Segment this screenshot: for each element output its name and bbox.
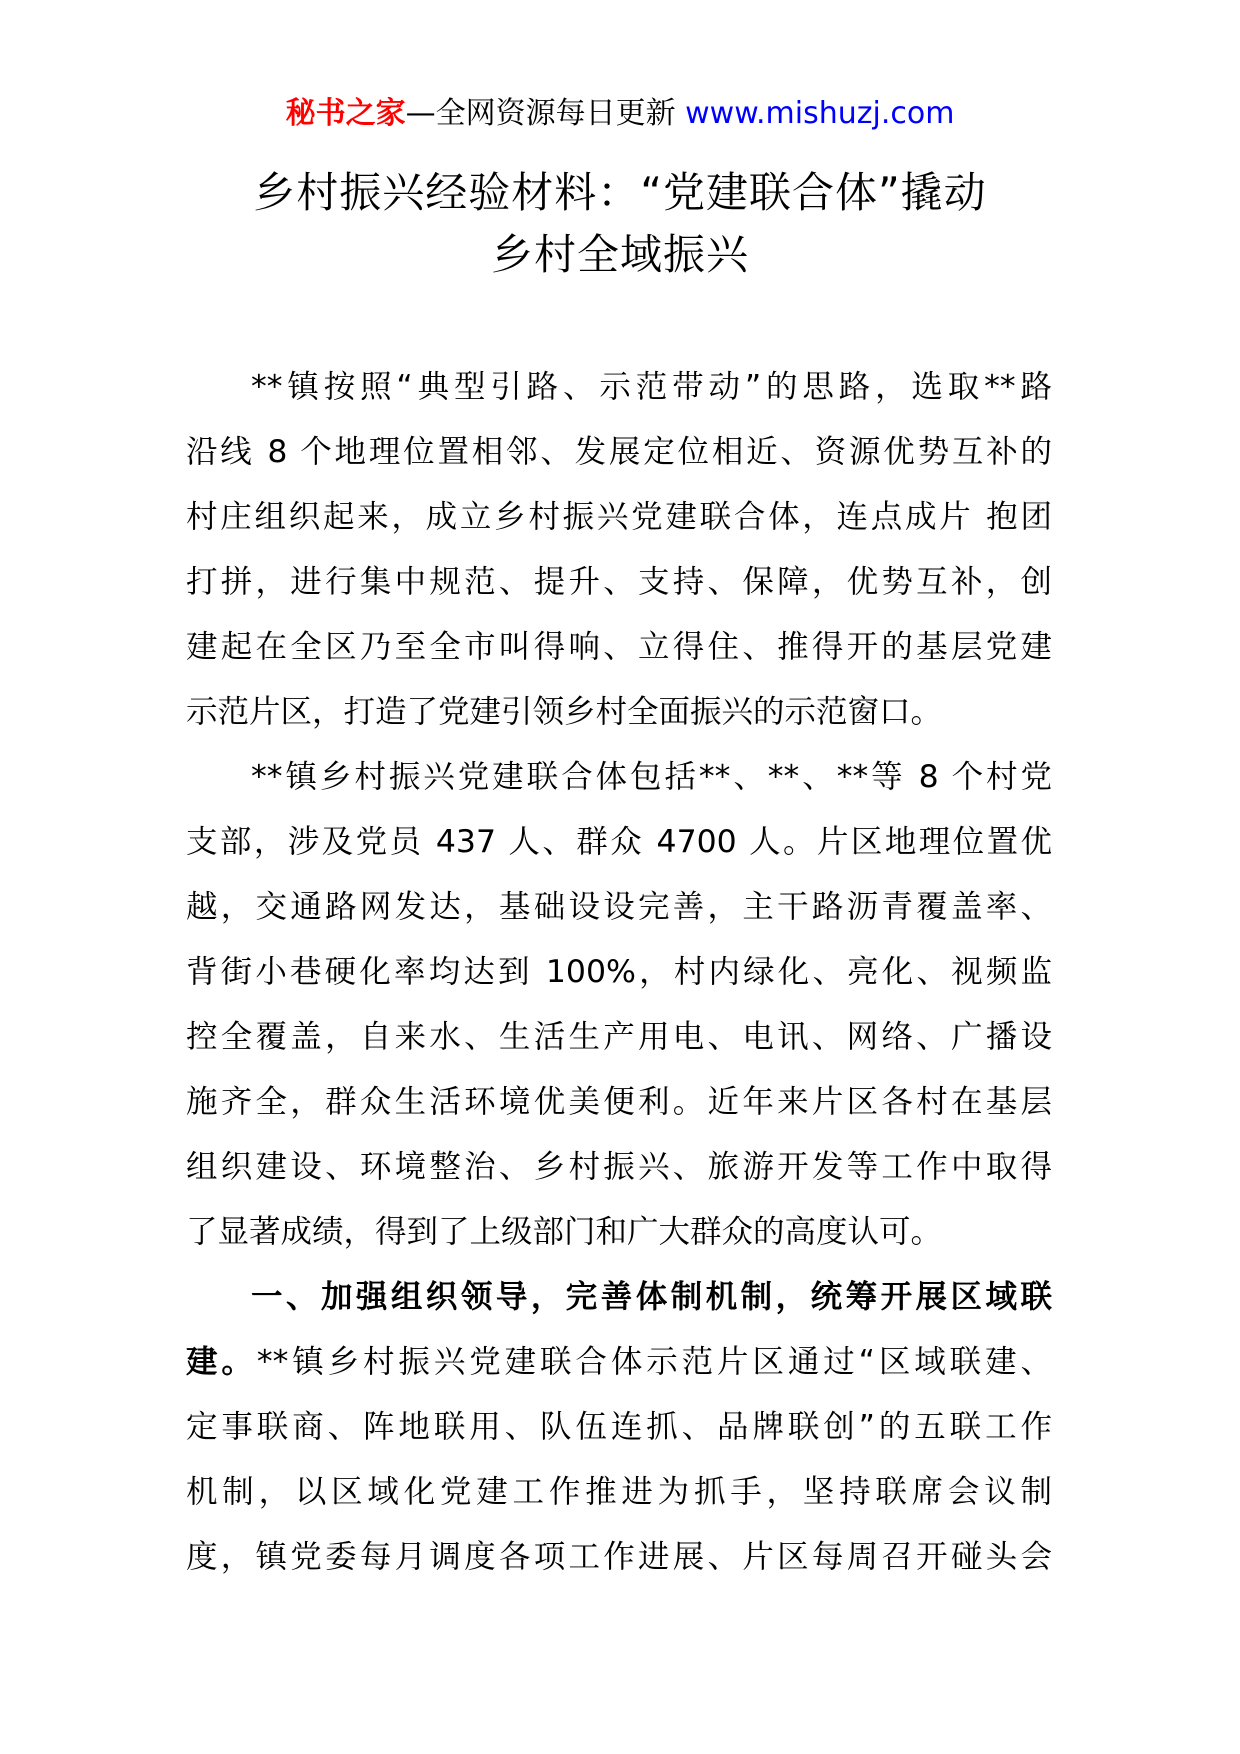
document-title xyxy=(150,162,1090,286)
header-tagline: —全网资源每日更新 xyxy=(405,96,686,131)
paragraph-line: **镇乡村振兴党建联合体包括**、**、**等 8 个村党 xyxy=(251,759,1052,795)
paragraph-line: 支部，涉及党员 437 人、群众 4700 人。片区地理位置优 xyxy=(186,824,1052,860)
paragraph-line: 度，镇党委每月调度各项工作进展、片区每周召开碰头会 xyxy=(186,1539,1052,1575)
paragraph-line: 村庄组织起来，成立乡村振兴党建联合体，连点成片 抱团 xyxy=(186,499,1052,535)
paragraph-line: 控全覆盖，自来水、生活生产用电、电讯、网络、广播设 xyxy=(186,1019,1052,1055)
paragraph-line: **镇按照“典型引路、示范带动”的思路，选取**路 xyxy=(251,369,1052,405)
section-heading-1: 一、加强组织领导，完善体制机制，统筹开展区域联 xyxy=(251,1279,1052,1315)
paragraph-1 xyxy=(186,355,1052,745)
watermark-header xyxy=(0,94,1240,134)
document-body xyxy=(186,355,1052,1590)
paragraph-line: 打拼，进行集中规范、提升、支持、保障，优势互补，创 xyxy=(186,564,1052,600)
paragraph-line: 机制，以区域化党建工作推进为抓手，坚持联席会议制 xyxy=(186,1474,1052,1510)
paragraph-3 xyxy=(186,1265,1052,1590)
paragraph-line-rest: **镇乡村振兴党建联合体示范片区通过“区域联建、 xyxy=(256,1344,1052,1380)
paragraph-line: 示范片区，打造了党建引领乡村全面振兴的示范窗口。 xyxy=(186,694,943,730)
title-line-2: 乡村全域振兴 xyxy=(490,230,749,279)
paragraph-line: 定事联商、阵地联用、队伍连抓、品牌联创”的五联工作 xyxy=(186,1409,1052,1445)
section-heading-tail: 建。 xyxy=(186,1344,257,1380)
brand-name: 秘书之家 xyxy=(285,96,406,131)
paragraph-2 xyxy=(186,745,1052,1265)
paragraph-line: 建起在全区乃至全市叫得响、立得住、推得开的基层党建 xyxy=(186,629,1052,665)
paragraph-line: 了显著成绩，得到了上级部门和广大群众的高度认可。 xyxy=(186,1214,943,1250)
paragraph-line: 施齐全，群众生活环境优美便利。近年来片区各村在基层 xyxy=(186,1084,1052,1120)
paragraph-line: 越，交通路网发达，基础设设完善，主干路沥青覆盖率、 xyxy=(186,889,1052,925)
title-line-1: 乡村振兴经验材料：“党建联合体”撬动 xyxy=(253,168,987,217)
paragraph-line: 组织建设、环境整治、乡村振兴、旅游开发等工作中取得 xyxy=(186,1149,1052,1185)
paragraph-line: 沿线 8 个地理位置相邻、发展定位相近、资源优势互补的 xyxy=(186,434,1052,470)
paragraph-line xyxy=(186,1330,1052,1395)
site-url-link[interactable]: www.mishuzj.com xyxy=(685,96,955,131)
paragraph-line: 背街小巷硬化率均达到 100%，村内绿化、亮化、视频监 xyxy=(186,954,1052,990)
